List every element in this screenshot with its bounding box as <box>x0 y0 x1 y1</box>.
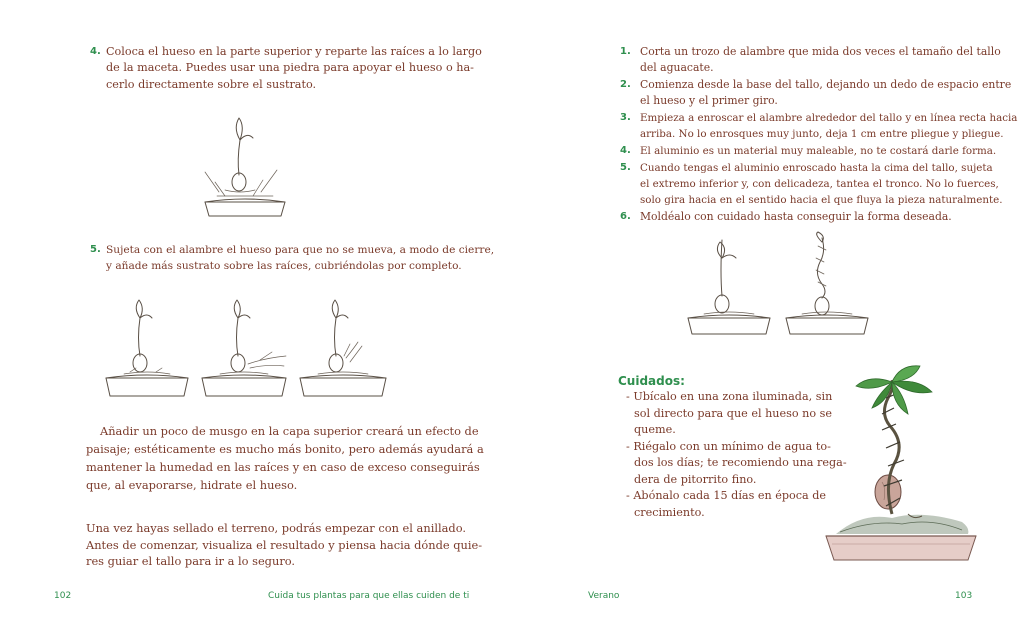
pit-in-pot-illustration <box>195 110 295 222</box>
care-line: - Riégalo con un mínimo de agua to- <box>626 439 831 453</box>
step-5-text <box>106 242 494 275</box>
step-4-text <box>106 44 482 93</box>
paragraph-line: Una vez hayas sellado el terreno, podrás empezar con el anillado. <box>86 521 466 535</box>
care-line: sol directo para que el hueso no se <box>634 406 832 420</box>
care-line: queme. <box>634 423 676 436</box>
pot-unwired <box>688 240 770 334</box>
pot-2 <box>202 300 286 396</box>
step-line: Comienza desde la base del tallo, dejando un dedo de espacio entre <box>640 78 1012 91</box>
step-line: El aluminio es un material muy maleable, no te costará darle forma. <box>640 145 997 157</box>
avocado-plant-illustration <box>822 364 982 570</box>
care-line: crecimiento. <box>634 505 705 519</box>
step-text <box>640 110 1017 143</box>
list-item <box>626 488 847 521</box>
list-item <box>626 389 847 439</box>
page-number-right: 103 <box>955 591 973 601</box>
paragraph-line: Añadir un poco de musgo en la capa superior creará un efecto de <box>100 424 479 438</box>
step-4-line: de la maceta. Puedes usar una piedra para apoyar el hueso o ha- <box>106 61 474 75</box>
step-4-line: cerlo directamente sobre el sustrato. <box>106 77 317 91</box>
paragraph-moss <box>86 422 484 494</box>
step-line: solo gira hacia en el sentido hacia el que fluya la pieza naturalmente. <box>640 194 1003 207</box>
step-4-line: Coloca el hueso en la parte superior y reparte las raíces a lo largo <box>106 45 482 58</box>
step-number: 2. <box>620 79 631 90</box>
pot-3 <box>300 300 386 396</box>
step-4-number: 4. <box>90 46 101 57</box>
page-number-left: 102 <box>54 591 72 601</box>
paragraph-line: Antes de comenzar, visualiza el resultado y piensa hacia dónde quie- <box>86 537 483 552</box>
step-line: Moldéalo con cuidado hasta conseguir la forma deseada. <box>640 210 952 223</box>
care-line: dera de pitorrito fino. <box>634 472 757 486</box>
step-line: Corta un trozo de alambre que mida dos veces el tamaño del tallo <box>640 45 1001 58</box>
step-line: el hueso y el primer giro. <box>640 94 778 108</box>
care-line: - Ubícalo en una zona iluminada, sin <box>626 390 833 403</box>
right-page <box>512 0 1024 632</box>
paragraph-line: mantener la humedad en las raíces y en caso de exceso conseguirás <box>86 460 480 474</box>
step-text <box>640 143 996 159</box>
care-line: dos los días; te recomiendo una rega- <box>634 456 847 469</box>
paragraph-line: paisaje; estéticamente es mucho más bonito, pero además ayudará a <box>86 442 484 456</box>
three-pots-illustration <box>100 298 400 402</box>
step-number: 6. <box>620 211 631 222</box>
paragraph-line: res guiar el tallo para ir a lo seguro. <box>86 554 296 569</box>
pot-wired <box>786 232 868 334</box>
book-title-footer: Cuida tus plantas para que ellas cuiden de ti <box>268 591 470 601</box>
step-text <box>640 209 952 225</box>
step-line: Empieza a enroscar el alambre alrededor del tallo y en línea recta hacia <box>640 112 1018 124</box>
step-text <box>640 44 1001 77</box>
section-name-footer: Verano <box>588 591 620 601</box>
care-list <box>626 389 847 521</box>
pot-1 <box>106 300 188 396</box>
step-text <box>640 160 1003 209</box>
care-line: - Abónalo cada 15 días en época de <box>626 489 827 502</box>
list-item <box>626 439 847 489</box>
step-number: 1. <box>620 46 631 57</box>
step-5-number: 5. <box>90 244 101 255</box>
step-line: arriba. No lo enrosques muy junto, deja 1 cm entre pliegue y pliegue. <box>640 128 1004 141</box>
step-5-line: y añade más sustrato sobre las raíces, cubriéndolas por completo. <box>106 260 462 273</box>
step-line: Cuando tengas el aluminio enroscado hasta la cima del tallo, sujeta <box>640 161 993 174</box>
step-number: 3. <box>620 112 631 123</box>
step-5-line: Sujeta con el alambre el hueso para que no se mueva, a modo de cierre, <box>106 244 495 256</box>
step-text <box>640 77 1011 110</box>
wired-pots-illustration <box>684 232 874 340</box>
care-heading: Cuidados: <box>618 374 685 388</box>
paragraph-line: que, al evaporarse, hidrate el hueso. <box>86 478 298 492</box>
step-number: 4. <box>620 145 631 156</box>
paragraph-ringing <box>86 520 482 570</box>
step-line: el extremo inferior y, con delicadeza, tantea el tronco. No lo fuerces, <box>640 177 999 190</box>
step-number: 5. <box>620 161 631 173</box>
step-line: del aguacate. <box>640 61 714 75</box>
